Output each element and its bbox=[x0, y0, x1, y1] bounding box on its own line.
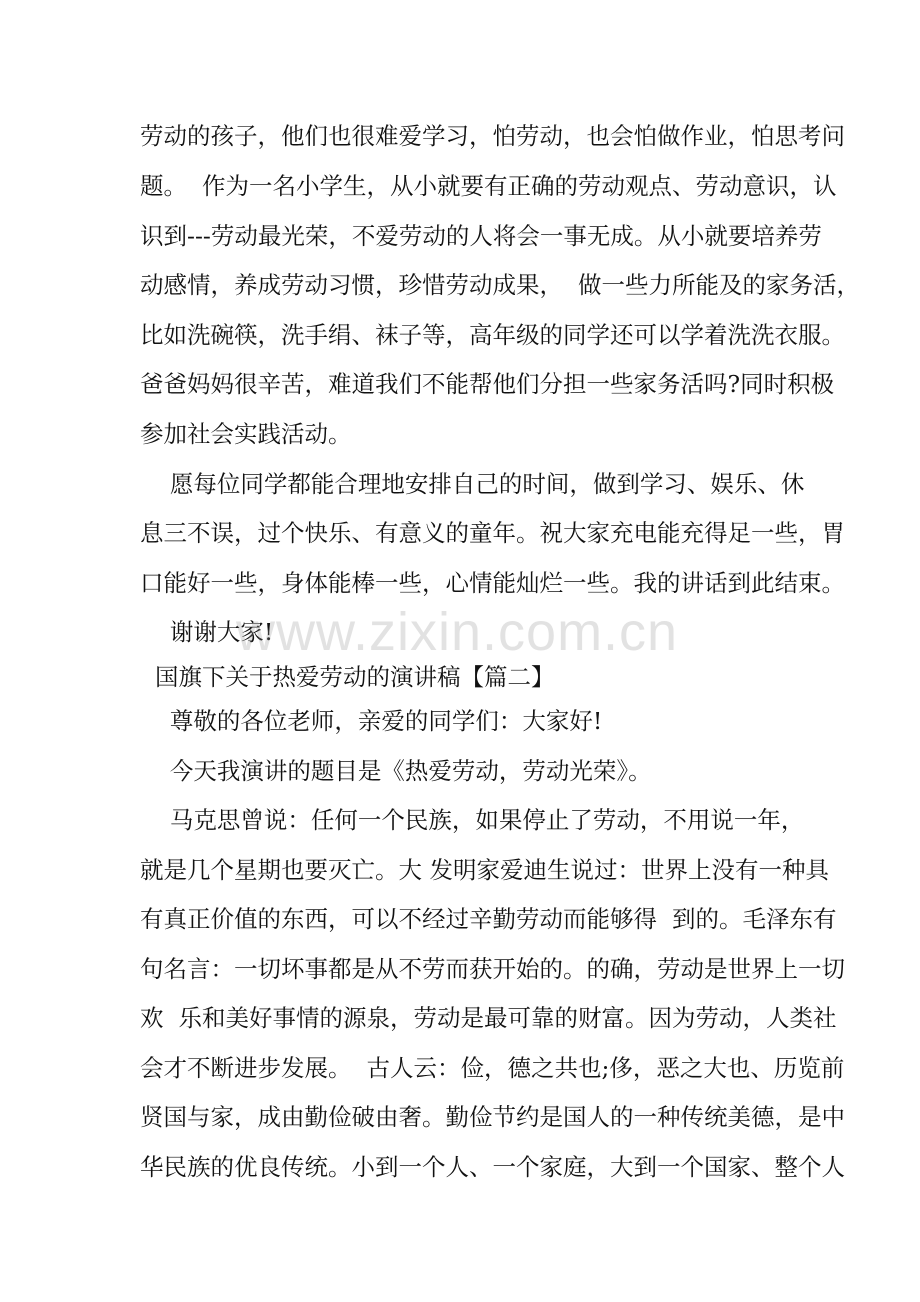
text-line: 动感情，养成劳动习惯，珍惜劳动成果， 做一些力所能及的家务活， bbox=[140, 271, 860, 299]
text-line: 贤国与家，成由勤俭破由奢。勤俭节约是国人的一种传统美德，是中 bbox=[140, 1103, 845, 1131]
text-line: 题。 作为一名小学生，从小就要有正确的劳动观点、劳动意识，认 bbox=[140, 172, 837, 200]
text-line: 会才不断进步发展。 古人云：俭，德之共也;侈，恶之大也、历览前 bbox=[140, 1054, 845, 1082]
text-line: 马克思曾说：任何一个民族，如果停止了劳动，不用说一年， bbox=[140, 806, 805, 834]
text-line: 爸爸妈妈很辛苦，难道我们不能帮他们分担一些家务活吗?同时积极 bbox=[140, 370, 835, 398]
text-line: 就是几个星期也要灭亡。大 发明家爱迪生说过：世界上没有一种具 bbox=[140, 856, 829, 884]
text-line: 识到---劳动最光荣，不爱劳动的人将会一事无成。从小就要培养劳 bbox=[140, 222, 822, 250]
text-line: 今天我演讲的题目是《热爱劳动，劳动光荣》。 bbox=[140, 757, 652, 785]
text-line: 华民族的优良传统。小到一个人、一个家庭，大到一个国家、整个人 bbox=[140, 1153, 845, 1181]
text-line: 愿每位同学都能合理地安排自己的时间，做到学习、娱乐、休 bbox=[140, 470, 805, 498]
text-line: 谢谢大家! bbox=[140, 618, 274, 646]
text-line: 参加社会实践活动。 bbox=[140, 420, 352, 448]
section-heading: 国旗下关于热爱劳动的演讲稿【篇二】 bbox=[140, 663, 555, 691]
text-line: 劳动的孩子，他们也很难爱学习，怕劳动，也会怕做作业，怕思考问 bbox=[140, 122, 845, 150]
text-line: 句名言：一切坏事都是从不劳而获开始的。的确，劳动是世界上一切 bbox=[140, 955, 845, 983]
text-line: 比如洗碗筷，洗手绢、袜子等，高年级的同学还可以学着洗洗衣服。 bbox=[140, 321, 845, 349]
text-line: 息三不误，过个快乐、有意义的童年。祝大家充电能充得足一些，胃 bbox=[140, 519, 845, 547]
text-line: 口能好一些，身体能棒一些，心情能灿烂一些。我的讲话到此结束。 bbox=[140, 569, 845, 597]
text-line: 欢 乐和美好事情的源泉，劳动是最可靠的财富。因为劳动，人类社 bbox=[140, 1004, 837, 1032]
text-line: 有真正价值的东西，可以不经过辛勤劳动而能够得 到的。毛泽东有 bbox=[140, 905, 837, 933]
watermark: www.zixin.com.cn bbox=[236, 602, 679, 662]
text-line: 尊敬的各位老师，亲爱的同学们：大家好! bbox=[140, 707, 603, 735]
